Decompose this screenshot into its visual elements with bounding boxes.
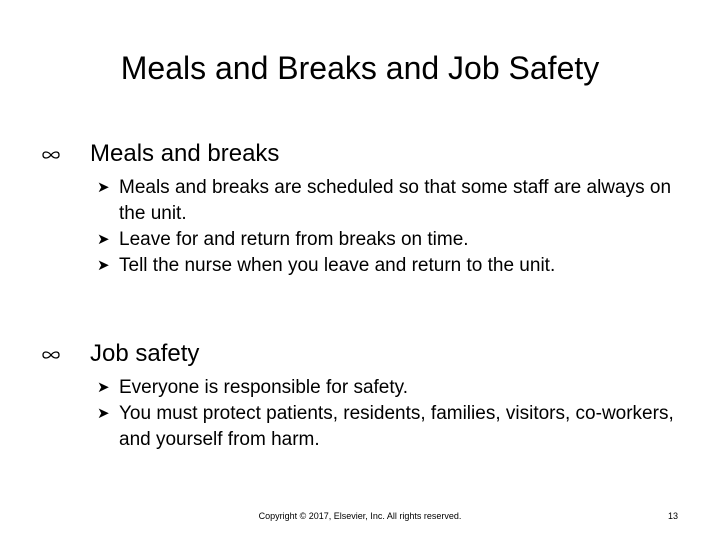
list-item — [40, 375, 680, 401]
arrowhead-bullet-icon: ➤ — [97, 179, 110, 196]
arrowhead-bullet-icon: ➤ — [97, 257, 110, 274]
bullet-text: Everyone is responsible for safety. — [119, 377, 409, 398]
bullet-list — [40, 175, 680, 279]
bullet-text: Tell the nurse when you leave and return to the unit. — [119, 255, 556, 276]
bullet-text: You must protect patients, residents, families, visitors, co-workers, and yourself from harm. — [119, 403, 674, 450]
bullet-list — [40, 375, 680, 453]
list-item — [40, 253, 680, 279]
section-heading — [40, 137, 680, 171]
section-label: Meals and breaks — [90, 140, 280, 167]
infinity-bullet-icon — [42, 350, 60, 360]
list-item — [40, 175, 680, 227]
copyright-notice: Copyright © 2017, Elsevier, Inc. All rights reserved. — [258, 511, 462, 521]
infinity-bullet-icon — [42, 150, 60, 160]
slide-footer — [0, 508, 720, 524]
section-heading — [40, 337, 680, 371]
list-item — [40, 227, 680, 253]
arrowhead-bullet-icon: ➤ — [97, 405, 110, 422]
arrowhead-bullet-icon: ➤ — [97, 379, 110, 396]
list-item — [40, 401, 680, 453]
arrowhead-bullet-icon: ➤ — [97, 231, 110, 248]
page-number: 13 — [667, 511, 678, 521]
bullet-text: Meals and breaks are scheduled so that some staff are always on the unit. — [119, 177, 672, 224]
slide-title: Meals and Breaks and Job Safety — [120, 50, 600, 86]
section-meals-and-breaks — [40, 137, 680, 279]
section-job-safety — [40, 337, 680, 453]
section-label: Job safety — [90, 340, 200, 367]
bullet-text: Leave for and return from breaks on time. — [119, 229, 469, 250]
